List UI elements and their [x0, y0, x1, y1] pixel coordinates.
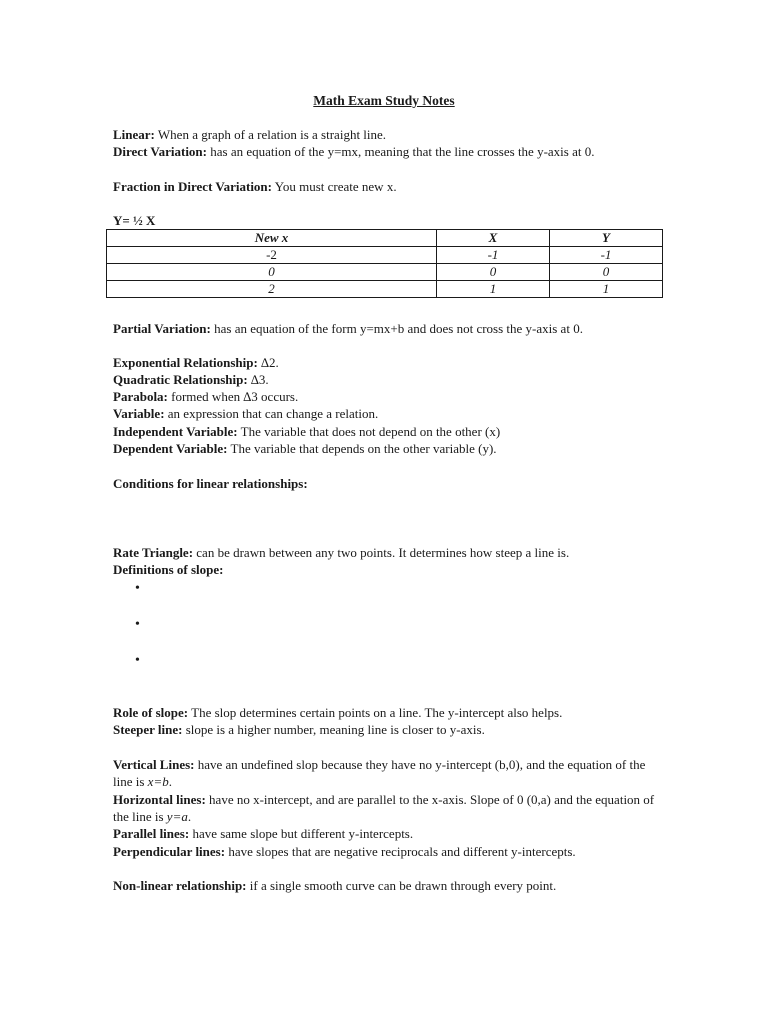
term-label: Horizontal lines:: [113, 792, 206, 807]
perpendicular-lines-definition: [113, 843, 658, 860]
term-label: Non-linear relationship:: [113, 878, 247, 893]
rate-triangle-definition: [113, 544, 658, 561]
term-label: Fraction in Direct Variation:: [113, 179, 272, 194]
table-cell: -2: [107, 247, 437, 264]
term-label: Perpendicular lines:: [113, 844, 226, 859]
definition-text: ∆2.: [257, 355, 279, 370]
table-cell: 0: [550, 264, 663, 281]
definition-text: has an equation of the form y=mx+b and does not cross the y-axis at 0.: [210, 321, 583, 336]
definition-text: can be drawn between any two points. It determines how steep a line is.: [193, 545, 570, 560]
table-header-cell: Y: [550, 230, 663, 247]
page-title: Math Exam Study Notes: [313, 93, 455, 108]
equation-text: y=a: [166, 809, 188, 824]
table-header-cell: X: [437, 230, 550, 247]
heading-text: Conditions for linear relationships:: [113, 476, 308, 491]
term-label: Parallel lines:: [113, 826, 190, 841]
term-label: Quadratic Relationship:: [113, 372, 248, 387]
bullet-point: •: [135, 653, 140, 668]
term-label: Steeper line:: [113, 722, 183, 737]
exponential-definition: [113, 354, 658, 371]
table-cell: 0: [107, 264, 437, 281]
table-cell: -1: [550, 247, 663, 264]
definition-text: The variable that depends on the other variable (y).: [227, 441, 497, 456]
term-label: Parabola:: [113, 389, 168, 404]
table-cell: -1: [437, 247, 550, 264]
parabola-definition: [113, 388, 658, 405]
term-label: Dependent Variable:: [113, 441, 228, 456]
non-linear-definition: [113, 877, 658, 894]
horizontal-lines-definition: [113, 791, 658, 825]
definition-text: slope is a higher number, meaning line is closer to y-axis.: [182, 722, 485, 737]
definition-end: .: [168, 774, 172, 789]
partial-variation-definition: [113, 320, 658, 337]
direct-variation-definition: [113, 143, 658, 160]
table-cell: 0: [437, 264, 550, 281]
definition-text: When a graph of a relation is a straight line.: [154, 127, 387, 142]
term-label: Direct Variation:: [113, 144, 207, 159]
definition-text: has an equation of the y=mx, meaning that the line crosses the y-axis at 0.: [207, 144, 595, 159]
term-label: Role of slope:: [113, 705, 189, 720]
definition-text: have same slope but different y-intercepts.: [189, 826, 414, 841]
definition-text: have no x-intercept, and are parallel to the x-axis. Slope of 0 (0,a) and the equation of the line is: [113, 792, 655, 824]
table-cell: 1: [550, 281, 663, 298]
definition-text: The slop determines certain points on a line. The y-intercept also helps.: [188, 705, 563, 720]
definition-text: The variable that does not depend on the other (x): [237, 424, 501, 439]
table-row: [107, 264, 663, 281]
linear-definition: [113, 126, 658, 143]
term-label: Rate Triangle:: [113, 545, 194, 560]
definition-text: if a single smooth curve can be drawn through every point.: [246, 878, 557, 893]
definition-text: an expression that can change a relation.: [164, 406, 379, 421]
steeper-line-definition: [113, 721, 658, 738]
parallel-lines-definition: [113, 825, 658, 842]
slope-definitions-heading: [113, 561, 658, 578]
dependent-variable-definition: [113, 440, 658, 457]
bullet-point: •: [135, 581, 140, 596]
definition-text: You must create new x.: [272, 179, 397, 194]
table-row: [107, 281, 663, 298]
term-label: Independent Variable:: [113, 424, 238, 439]
table-cell: 2: [107, 281, 437, 298]
table-header-row: [107, 230, 663, 247]
bullet-point: •: [135, 617, 140, 632]
vertical-lines-definition: [113, 756, 658, 790]
table-cell: 1: [437, 281, 550, 298]
heading-text: Definitions of slope:: [113, 562, 224, 577]
equation-text: x=b: [147, 774, 169, 789]
equation-label: [113, 212, 658, 229]
definition-text: have slopes that are negative reciprocals and different y-intercepts.: [225, 844, 576, 859]
definition-text: ∆3.: [247, 372, 269, 387]
definition-end: .: [187, 809, 192, 824]
independent-variable-definition: [113, 423, 658, 440]
values-table: [106, 229, 663, 298]
table-header-cell: New x: [107, 230, 437, 247]
equation-text: Y= ½ X: [113, 213, 156, 228]
term-label: Partial Variation:: [113, 321, 211, 336]
term-label: Variable:: [113, 406, 165, 421]
table-row: [107, 247, 663, 264]
quadratic-definition: [113, 371, 658, 388]
role-of-slope-definition: [113, 704, 658, 721]
term-label: Exponential Relationship:: [113, 355, 258, 370]
term-label: Vertical Lines:: [113, 757, 195, 772]
definition-text: formed when ∆3 occurs.: [167, 389, 299, 404]
term-label: Linear:: [113, 127, 155, 142]
conditions-heading: [113, 475, 658, 492]
variable-definition: [113, 405, 658, 422]
fraction-direct-definition: [113, 178, 658, 195]
definition-text: have an undefined slop because they have no y-intercept (b,0), and the equation of the line is: [113, 757, 646, 789]
